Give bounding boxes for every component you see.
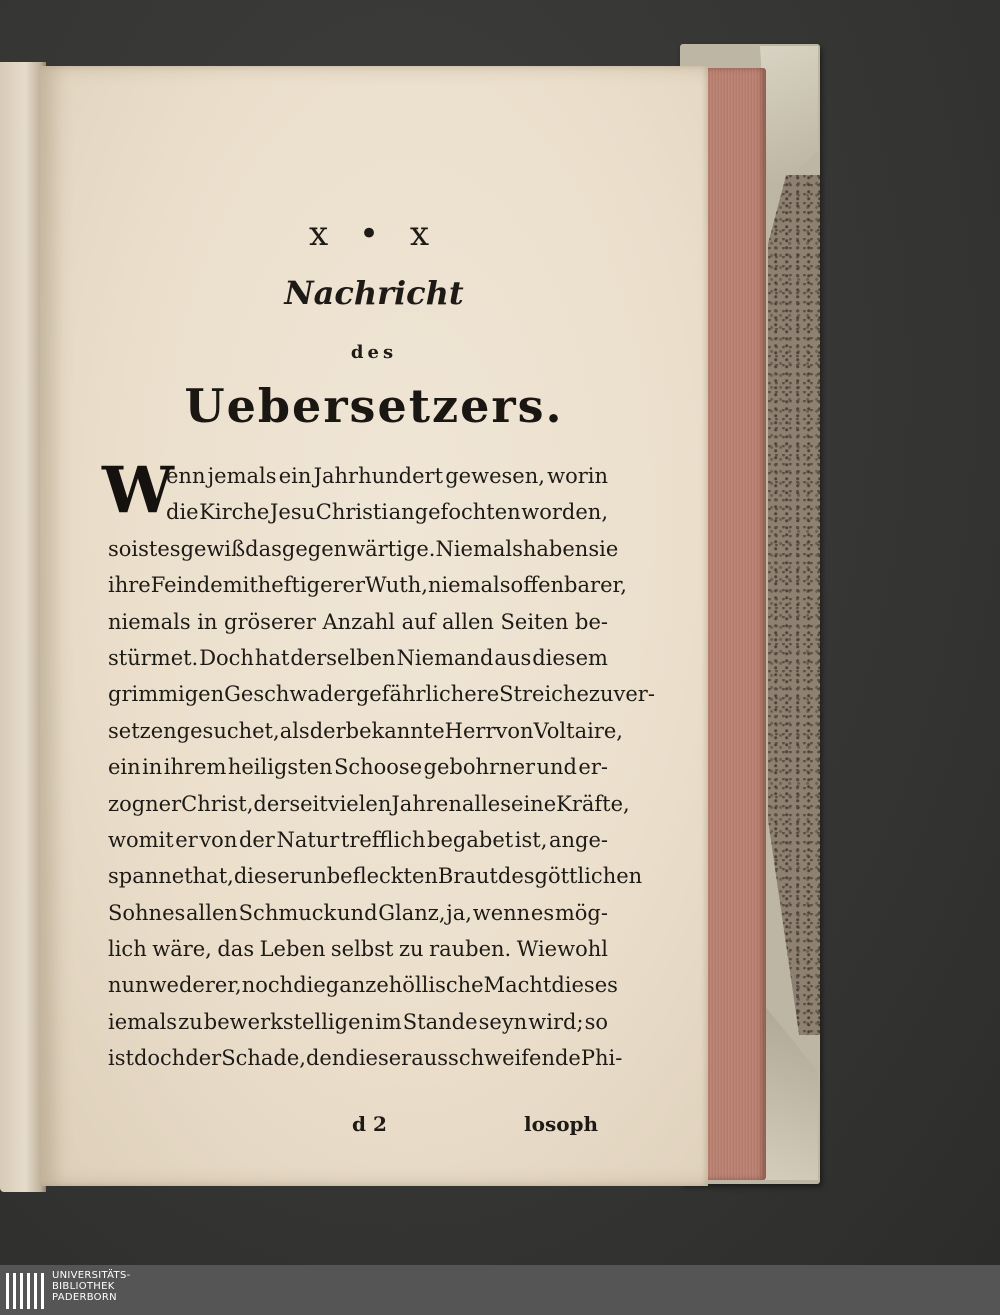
word: und <box>337 900 378 925</box>
word: haben <box>522 536 589 561</box>
word: Phi- <box>580 1046 623 1071</box>
text-line <box>108 567 627 603</box>
word: Braut <box>437 864 498 889</box>
word: Glanz, <box>378 900 446 925</box>
text-line <box>108 822 608 858</box>
word: doch <box>133 1046 186 1071</box>
word: ihre <box>108 573 151 598</box>
word: zu <box>588 682 614 707</box>
word: setzen <box>108 718 177 743</box>
word: ist, <box>514 827 548 852</box>
word: ein <box>108 755 141 780</box>
word: spannet <box>108 864 193 889</box>
word: Christ, <box>181 791 254 816</box>
word: gesuchet, <box>176 718 280 743</box>
word: wenn <box>472 900 531 925</box>
page-title-line-1: Nachricht <box>284 274 464 312</box>
word: das <box>217 937 255 962</box>
word: Kräfte, <box>556 791 630 816</box>
word: bekannte <box>345 718 445 743</box>
word: Seiten <box>500 609 569 634</box>
word: Leben <box>259 937 326 962</box>
word: ist <box>131 536 158 561</box>
text-line <box>108 895 608 931</box>
word: es <box>157 536 181 561</box>
word: trefflich <box>340 827 426 852</box>
word: gebohrner <box>423 755 536 780</box>
word: aus <box>494 645 532 670</box>
body-text <box>108 458 655 1077</box>
library-name-line-3: PADERBORN <box>52 1292 117 1303</box>
word: von <box>199 827 238 852</box>
word: ver- <box>613 682 655 707</box>
text-line <box>108 1004 608 1040</box>
library-name-line-2: BIBLIOTHEK <box>52 1281 115 1292</box>
word: grimmigen <box>108 682 225 707</box>
catchword: losoph <box>524 1112 599 1136</box>
word: dieser <box>345 1046 412 1071</box>
word: weder <box>148 973 215 998</box>
word: selbst <box>330 937 394 962</box>
word: Natur <box>276 827 340 852</box>
text-line <box>108 931 608 967</box>
word: wäre, <box>152 937 212 962</box>
word: ausschweifende <box>411 1046 581 1071</box>
word: heftigerer <box>257 573 366 598</box>
text-line <box>108 713 623 749</box>
word: Schade, <box>221 1046 306 1071</box>
word: gefährlichere <box>355 682 500 707</box>
word: Anzahl <box>322 609 395 634</box>
word: Streiche <box>499 682 589 707</box>
word: dieses <box>551 973 618 998</box>
word: Jahrhundert <box>313 464 444 488</box>
word: hat, <box>192 864 234 889</box>
word: niemals <box>108 609 191 634</box>
word: allen <box>186 900 238 925</box>
word: gewesen, <box>445 464 545 488</box>
word: rauben. <box>429 937 512 962</box>
text-line <box>108 494 608 530</box>
word: zogner <box>108 791 182 816</box>
word: auf <box>401 609 436 634</box>
word: der <box>309 718 346 743</box>
word: im <box>375 1009 402 1034</box>
word: Sohnes <box>108 900 186 925</box>
word: als <box>279 718 310 743</box>
word: Stande <box>402 1009 478 1034</box>
word: göttlichen <box>534 864 643 889</box>
word: Macht <box>483 973 552 998</box>
word: höllische <box>388 973 484 998</box>
word: ihrem <box>163 755 227 780</box>
word: in <box>197 609 218 634</box>
word: Geschwader <box>224 682 356 707</box>
word: heiligsten <box>227 755 333 780</box>
word: gröserer <box>224 609 316 634</box>
text-line <box>108 749 608 785</box>
text-line <box>108 786 630 822</box>
page-title-line-3: Uebersetzers. <box>184 379 564 433</box>
word: ist <box>108 1046 134 1071</box>
word: unbefleckten <box>299 864 438 889</box>
text-line <box>108 531 619 567</box>
word: es <box>530 900 555 925</box>
word: Jahren <box>391 791 462 816</box>
header-ornament: x • x <box>308 214 440 254</box>
word: hat <box>254 645 290 670</box>
word: ange- <box>548 827 608 852</box>
word: Herr <box>444 718 496 743</box>
word: sie <box>588 536 619 561</box>
page-title-line-2: des <box>350 342 398 363</box>
word: niemals <box>427 573 511 598</box>
word: die <box>166 500 199 525</box>
word: seine <box>500 791 557 816</box>
library-name-line-1: UNIVERSITÄTS- <box>52 1270 131 1281</box>
text-line <box>108 458 608 494</box>
word: Schmuck <box>238 900 337 925</box>
word: seyn <box>478 1009 528 1034</box>
word: allen <box>442 609 494 634</box>
word: zu <box>178 1009 203 1034</box>
text-line <box>108 858 643 894</box>
word: Wiewohl <box>516 937 608 962</box>
text-line <box>108 967 618 1003</box>
word: mög- <box>554 900 608 925</box>
word: begabet <box>427 827 514 852</box>
word: so <box>108 536 132 561</box>
word: seit <box>289 791 328 816</box>
word: enn <box>166 464 206 488</box>
word: des <box>497 864 535 889</box>
word: zu <box>398 937 424 962</box>
word: worin <box>547 464 608 488</box>
word: diesem <box>532 645 608 670</box>
word: angefochten <box>388 500 521 525</box>
drop-cap: W <box>102 453 174 528</box>
word: gegenwärtige. <box>281 536 436 561</box>
word: derselben <box>290 645 396 670</box>
word: vielen <box>327 791 392 816</box>
word: lich <box>108 937 147 962</box>
signature-mark: d 2 <box>352 1112 387 1136</box>
library-logo-icon <box>6 1273 46 1309</box>
text-line <box>108 604 608 640</box>
word: er <box>175 827 198 852</box>
word: den <box>305 1046 346 1071</box>
word: er- <box>578 755 608 780</box>
word: Kirche <box>199 500 270 525</box>
word: Jesu <box>269 500 316 525</box>
word: nun <box>108 973 149 998</box>
word: be- <box>575 609 608 634</box>
word: wird; <box>528 1009 584 1034</box>
word: ganze <box>325 973 389 998</box>
word: womit <box>108 827 174 852</box>
word: Voltaire, <box>533 718 623 743</box>
word: das <box>245 536 282 561</box>
word: Niemals <box>435 536 523 561</box>
library-name <box>52 1270 131 1303</box>
word: und <box>536 755 577 780</box>
word: ein <box>278 464 312 488</box>
word: iemals <box>108 1009 178 1034</box>
word: Christi <box>315 500 389 525</box>
word: der <box>238 827 275 852</box>
library-banner <box>0 1265 1000 1315</box>
word: in <box>142 755 163 780</box>
word: die <box>293 973 326 998</box>
word: Schoose <box>333 755 423 780</box>
word: alle <box>461 791 501 816</box>
text-line <box>108 676 655 712</box>
word: ja, <box>446 900 472 925</box>
word: jemals <box>207 464 277 488</box>
text-line <box>108 640 608 676</box>
word: der <box>185 1046 222 1071</box>
word: noch <box>241 973 294 998</box>
word: mit <box>222 573 258 598</box>
word: so <box>584 1009 608 1034</box>
word: bewerkstelligen <box>203 1009 375 1034</box>
word: stürmet. <box>108 645 199 670</box>
word: worden, <box>521 500 608 525</box>
text-line <box>108 1040 623 1076</box>
page-block-edges <box>704 68 766 1180</box>
word: von <box>495 718 534 743</box>
word: gewiß <box>180 536 246 561</box>
word: dieser <box>233 864 300 889</box>
word: der <box>253 791 290 816</box>
word: Niemand <box>396 645 494 670</box>
word: Feinde <box>150 573 223 598</box>
word: offenbarer, <box>510 573 627 598</box>
word: er, <box>214 973 242 998</box>
book-page <box>40 66 708 1186</box>
word: Doch <box>199 645 254 670</box>
word: Wuth, <box>365 573 428 598</box>
